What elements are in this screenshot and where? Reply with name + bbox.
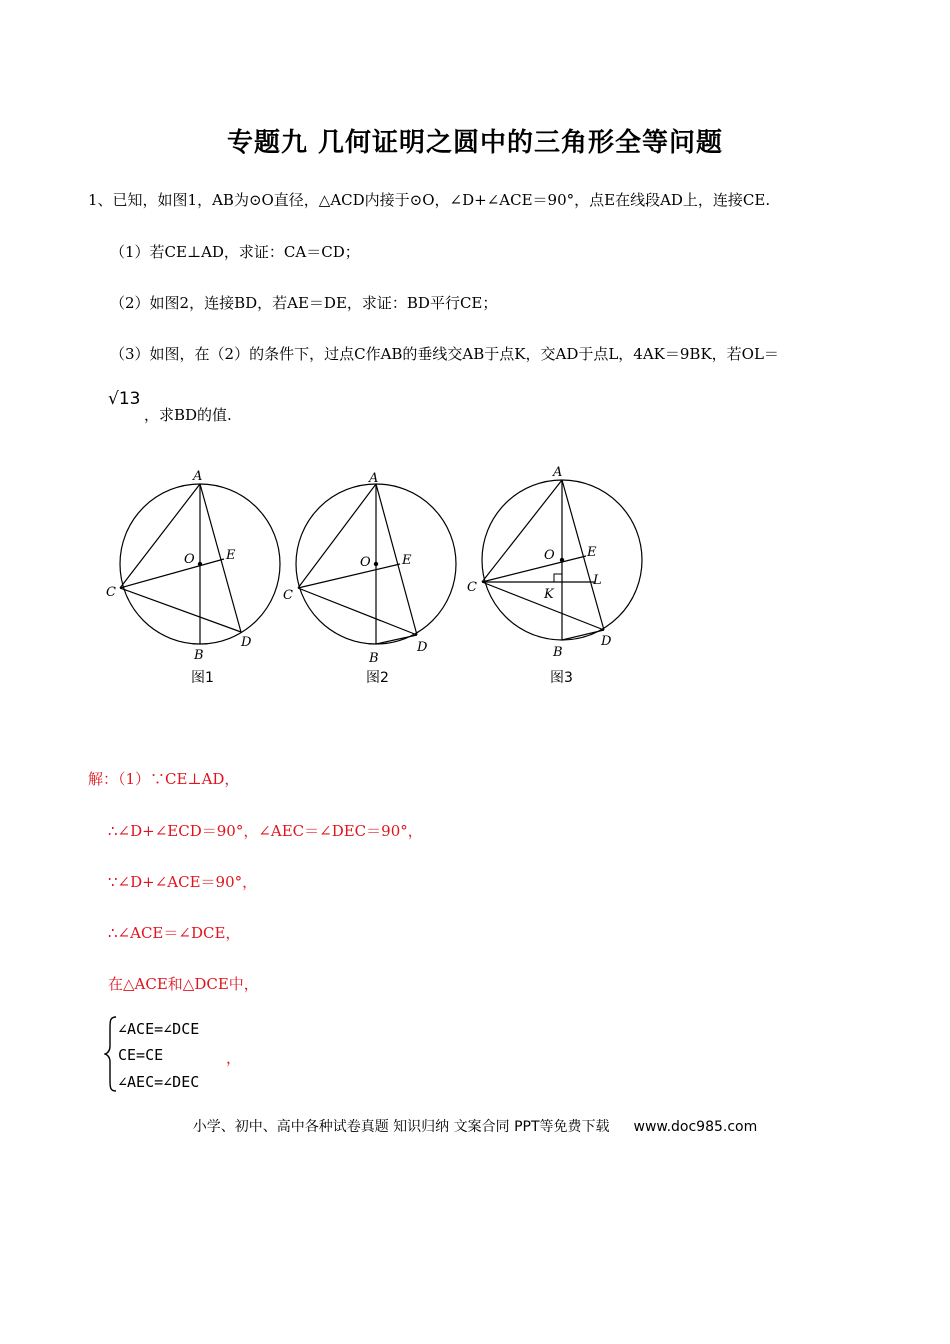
label-B: B bbox=[194, 648, 204, 663]
system-comma: ， bbox=[226, 1049, 242, 1067]
solution-line-5: 在△ACE和△DCE中， bbox=[108, 975, 259, 993]
label-O: O bbox=[544, 548, 555, 563]
label-B: B bbox=[369, 651, 379, 666]
label-C: C bbox=[283, 588, 293, 603]
label-A: A bbox=[553, 465, 563, 480]
figure-2 bbox=[276, 460, 476, 690]
label-E: E bbox=[402, 553, 412, 568]
label-O: O bbox=[184, 552, 195, 567]
label-A: A bbox=[369, 471, 379, 486]
label-D: D bbox=[417, 640, 428, 655]
system-brace bbox=[104, 1016, 118, 1092]
figure-3-caption: 图3 bbox=[550, 670, 573, 686]
solution-line-1: 解：（1）∵CE⊥AD， bbox=[88, 770, 240, 788]
solution-line-3: ∵∠D+∠ACE＝90°， bbox=[108, 873, 258, 891]
label-C: C bbox=[106, 585, 116, 600]
label-E: E bbox=[226, 548, 236, 563]
label-L: L bbox=[593, 573, 602, 588]
footer-url[interactable]: www.doc985.com bbox=[633, 1119, 758, 1135]
label-E: E bbox=[587, 545, 597, 560]
system-line-3: ∠AEC=∠DEC bbox=[118, 1073, 200, 1091]
figure-1 bbox=[100, 460, 300, 690]
label-A: A bbox=[193, 469, 203, 484]
solution-line-2: ∴∠D+∠ECD＝90°，∠AEC＝∠DEC＝90°， bbox=[108, 822, 423, 840]
problem-part-1: （1）若CE⊥AD，求证：CA＝CD； bbox=[110, 243, 360, 261]
label-D: D bbox=[601, 634, 612, 649]
solution-line-4: ∴∠ACE＝∠DCE， bbox=[108, 924, 241, 942]
figure-1-caption: 图1 bbox=[191, 670, 214, 686]
problem-part-2: （2）如图2，连接BD，若AE＝DE，求证：BD平行CE； bbox=[110, 294, 498, 312]
footer bbox=[0, 1116, 950, 1136]
figure-3 bbox=[462, 460, 662, 690]
problem-stem: 1、已知，如图1，AB为⊙O直径，△ACD内接于⊙O，∠D+∠ACE＝90°，点E在线段AD上，连接CE. bbox=[88, 191, 771, 209]
label-D: D bbox=[241, 635, 252, 650]
system-line-1: ∠ACE=∠DCE bbox=[118, 1020, 200, 1038]
label-C: C bbox=[467, 580, 477, 595]
system-line-2: CE=CE bbox=[118, 1046, 164, 1064]
label-B: B bbox=[553, 645, 563, 660]
page-title: 专题九 几何证明之圆中的三角形全等问题 bbox=[226, 128, 724, 158]
problem-part-3: （3）如图，在（2）的条件下，过点C作AB的垂线交AB于点K，交AD于点L，4AK＝9BK，若OL＝ bbox=[110, 345, 779, 363]
label-O: O bbox=[360, 555, 371, 570]
problem-part-3-end: ，求BD的值. bbox=[144, 406, 232, 424]
footer-text: 小学、初中、高中各种试卷真题 知识归纳 文案合同 PPT等免费下载 bbox=[192, 1119, 610, 1135]
figure-2-caption: 图2 bbox=[366, 670, 389, 686]
label-K: K bbox=[544, 587, 554, 602]
sqrt-13: √13 bbox=[108, 389, 141, 409]
